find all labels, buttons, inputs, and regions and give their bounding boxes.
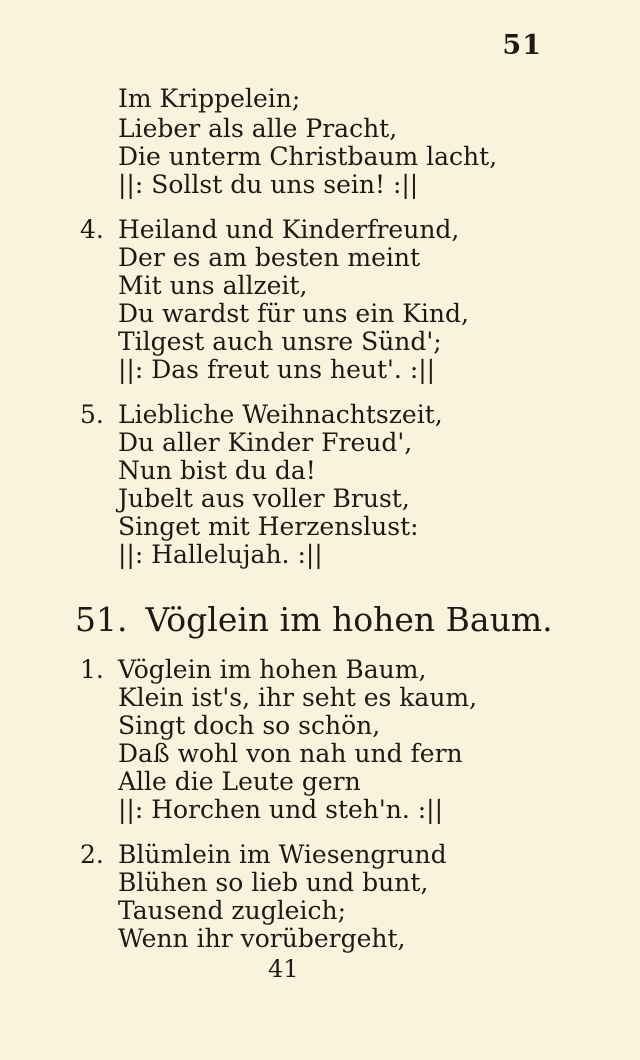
header-page-number: 51	[502, 30, 542, 61]
verse-line: Blühen so lieb und bunt,	[118, 868, 429, 897]
verse-line: Nun bist du da!	[118, 456, 316, 485]
verse-line: Tausend zugleich;	[118, 896, 347, 925]
verse-number: 2.	[80, 840, 104, 869]
verse-line: Lieber als alle Pracht,	[118, 114, 398, 143]
verse-line: Klein ist's, ihr seht es kaum,	[118, 683, 478, 712]
verse-number: 4.	[80, 215, 104, 244]
verse-line: Der es am besten meint	[118, 243, 421, 272]
verse-line: Singt doch so schön,	[118, 711, 381, 740]
verse-line: ||: Sollst du uns sein! :||	[118, 170, 419, 199]
verse-line: Heiland und Kinderfreund,	[118, 215, 460, 244]
verse-line: Tilgest auch unsre Sünd';	[118, 327, 442, 356]
song-number: 51.	[75, 600, 128, 639]
footer-page-number: 41	[268, 955, 299, 983]
verse-line: Daß wohl von nah und fern	[118, 739, 463, 768]
verse-line: Du aller Kinder Freud',	[118, 428, 413, 457]
verse-line: Im Krippelein;	[118, 84, 301, 113]
verse-line: Jubelt aus voller Brust,	[118, 484, 410, 513]
verse-line: ||: Das freut uns heut'. :||	[118, 355, 436, 384]
verse-line: Singet mit Herzenslust:	[118, 512, 419, 541]
verse-line: ||: Hallelujah. :||	[118, 540, 323, 569]
verse-line: Alle die Leute gern	[118, 767, 361, 796]
verse-line: Wenn ihr vorübergeht,	[118, 924, 406, 953]
verse-line: Mit uns allzeit,	[118, 271, 308, 300]
verse-line: Du wardst für uns ein Kind,	[118, 299, 469, 328]
verse-number: 1.	[80, 655, 104, 684]
verse-line: Vöglein im hohen Baum,	[118, 655, 427, 684]
verse-line: Liebliche Weihnachtszeit,	[118, 400, 443, 429]
verse-line: Blümlein im Wiesengrund	[118, 840, 447, 869]
verse-line: ||: Horchen und steh'n. :||	[118, 795, 444, 824]
song-title-text: Vöglein im hohen Baum.	[145, 600, 553, 639]
verse-line: Die unterm Christbaum lacht,	[118, 142, 498, 171]
song-title	[75, 600, 553, 640]
verse-number: 5.	[80, 400, 104, 429]
